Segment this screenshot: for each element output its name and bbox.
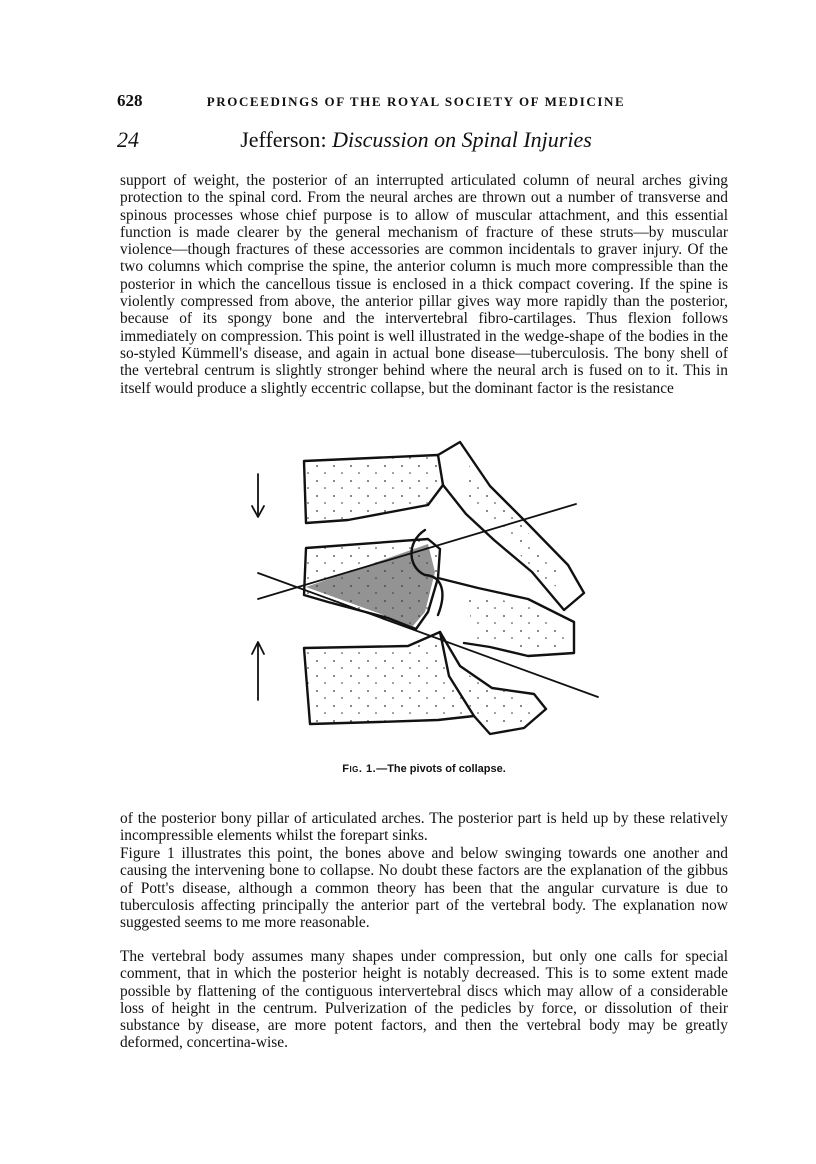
caption-text: —The pivots of collapse. xyxy=(376,763,506,775)
title-separator: : xyxy=(320,127,327,152)
article-title xyxy=(117,127,715,153)
figure-caption xyxy=(120,763,728,775)
body-paragraph: of the posterior bony pillar of articulated arches. The posterior part is held up by these relatively incompressible elements whilst the forepart sinks. xyxy=(120,810,728,845)
body-paragraph: Figure 1 illustrates this point, the bones above and below swinging towards one another and causing the intervening bone to collapse. No doubt these factors are the explanation of the gibbus of Pott's disease, although a common theory has been that the angular curvature is due to tuberculosis affecting principally the anterior part of the vertebral body. The explanation now suggested seems to me more reasonable. xyxy=(120,845,728,932)
body-paragraph: The vertebral body assumes many shapes under compression, but only one calls for special comment, that in which the posterior height is notably decreased. This is to some extent made possible by flattening of the contiguous intervertebral discs which may allow of a considerable loss of height in the centrum. Pulverization of the pedicles by force, or dissolution of their substance by disease, are more potent factors, and then the vertebral body may be greatly deformed, concertina-wise. xyxy=(120,948,728,1052)
page-number: 628 xyxy=(117,91,143,110)
section-number: 24 xyxy=(117,127,139,152)
article-topic: Discussion on Spinal Injuries xyxy=(332,127,592,152)
up-arrow-icon xyxy=(252,642,264,700)
article-header xyxy=(117,127,715,157)
caption-label: Fig. 1. xyxy=(342,763,377,775)
middle-arch-speckle xyxy=(466,592,566,650)
running-header xyxy=(117,91,715,113)
down-arrow-icon xyxy=(252,474,264,517)
upper-vertebra xyxy=(304,455,443,523)
figure-1 xyxy=(228,402,608,782)
journal-title: PROCEEDINGS OF THE ROYAL SOCIETY OF MEDICINE xyxy=(206,94,626,109)
body-paragraph: support of weight, the posterior of an interrupted articulated column of neural arches giving protection to the spinal cord. From the neural arches are thrown out a number of transverse and spinous processes whose chief purpose is to allow of muscular attachment, and this essential function is made clearer by the general mechanism of fracture of these struts—by muscular violence—though fractures of these accessories are common incidentals to graver injury. Of the two columns which comprise the spine, the anterior column is much more compressible than the posterior in which the cancellous tissue is enclosed in a thick compact covering. If the spine is violently compressed from above, the anterior pillar gives way more rapidly than the posterior, because of its spongy bone and the intervertebral fibro-cartilages. Thus flexion follows immediately on compression. This point is well illustrated in the wedge-shape of the bodies in the so-styled Kümmell's disease, and again in actual bone disease—tuberculosis. The bony shell of the vertebral centrum is slightly stronger behind where the neural arch is fused on to it. This in itself would produce a slightly eccentric collapse, but the dominant factor is the resistance xyxy=(120,172,728,397)
author-name: Jefferson xyxy=(240,127,321,152)
spine-diagram xyxy=(228,402,608,782)
